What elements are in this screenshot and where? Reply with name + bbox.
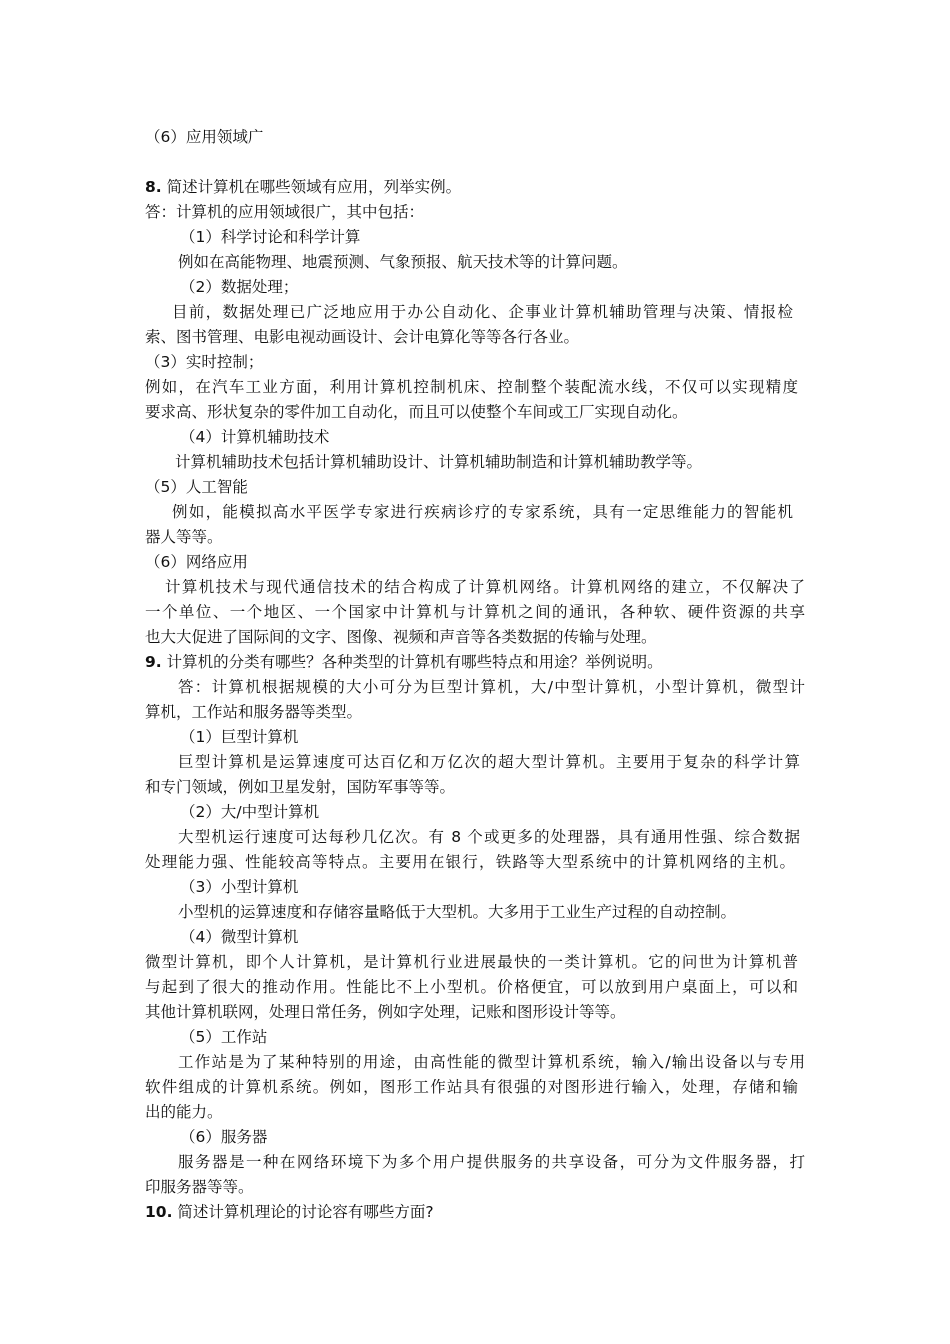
subheading-data-processing: （2）数据处理； (180, 278, 299, 296)
paragraph-line: 软件组成的计算机系统。例如，图形工作站具有很强的对图形进行输入，处理，存储和输 (145, 1078, 798, 1096)
subheading-network: （6）网络应用 (145, 553, 248, 571)
question-number: 10. (145, 1203, 173, 1221)
paragraph-line: 与起到了很大的推动作用。性能比不上小型机。价格便宜，可以放到用户桌面上，可以和 (145, 978, 798, 996)
paragraph-line: 小型机的运算速度和存储容量略低于大型机。大多用于工业生产过程的自动控制。 (178, 903, 737, 921)
paragraph-line: 例如，能模拟高水平医学专家进行疾病诊疗的专家系统，具有一定思维能力的智能机 (172, 503, 793, 521)
item-6-application-areas: （6）应用领域广 (145, 128, 264, 146)
question-number: 9. (145, 653, 162, 671)
paragraph-line: 算机，工作站和服务器等类型。 (145, 703, 363, 721)
paragraph-line: 也大大促进了国际间的文字、图像、视频和声音等各类数据的传输与处理。 (145, 628, 657, 646)
paragraph-line: 印服务器等等。 (145, 1178, 254, 1196)
question-9 (145, 650, 810, 675)
subheading-realtime-control: （3）实时控制； (145, 353, 264, 371)
subheading-workstation: （5）工作站 (180, 1028, 268, 1046)
paragraph-line: 例如在高能物理、地震预测、气象预报、航天技术等的计算问题。 (178, 253, 628, 271)
subheading-computer-aided: （4）计算机辅助技术 (180, 428, 330, 446)
paragraph-line: 和专门领域，例如卫星发射，国防军事等等。 (145, 778, 456, 796)
paragraph-line: 工作站是为了某种特别的用途，由高性能的微型计算机系统，输入/输出设备以与专用 (178, 1053, 805, 1071)
subheading-server: （6）服务器 (180, 1128, 268, 1146)
paragraph-line: 巨型计算机是运算速度可达百亿和万亿次的超大型计算机。主要用于复杂的科学计算 (178, 753, 800, 771)
question-text: 简述计算机在哪些领域有应用，列举实例。 (161, 178, 462, 196)
subheading-supercomputer: （1）巨型计算机 (180, 728, 299, 746)
subheading-mainframe: （2）大/中型计算机 (180, 803, 320, 821)
subheading-microcomputer: （4）微型计算机 (180, 928, 299, 946)
subheading-ai: （5）人工智能 (145, 478, 248, 496)
paragraph-line: 器人等等。 (145, 528, 223, 546)
question-number: 8. (145, 178, 162, 196)
question-text: 计算机的分类有哪些？各种类型的计算机有哪些特点和用途？举例说明。 (161, 653, 663, 671)
paragraph-line: 处理能力强、性能较高等特点。主要用在银行，铁路等大型系统中的计算机网络的主机。 (145, 853, 795, 871)
paragraph-line: 大型机运行速度可达每秒几亿次。有 8 个或更多的处理器，具有通用性强、综合数据 (178, 828, 800, 846)
subheading-minicomputer: （3）小型计算机 (180, 878, 299, 896)
answer-8-intro: 答：计算机的应用领域很广，其中包括： (145, 203, 425, 221)
paragraph-line: 计算机辅助技术包括计算机辅助设计、计算机辅助制造和计算机辅助教学等。 (175, 453, 703, 471)
paragraph-line: 索、图书管理、电影电视动画设计、会计电算化等等各行各业。 (145, 328, 580, 346)
question-8 (145, 175, 810, 200)
paragraph-line: 答：计算机根据规模的大小可分为巨型计算机，大/中型计算机，小型计算机，微型计 (178, 678, 805, 696)
paragraph-line: 目前，数据处理已广泛地应用于办公自动化、企事业计算机辅助管理与决策、情报检 (172, 303, 793, 321)
question-10 (145, 1200, 810, 1225)
paragraph-line: 要求高、形状复杂的零件加工自动化，而且可以使整个车间或工厂实现自动化。 (145, 403, 688, 421)
paragraph-line: 计算机技术与现代通信技术的结合构成了计算机网络。计算机网络的建立，不仅解决了 (165, 578, 805, 596)
paragraph-line: 其他计算机联网，处理日常任务，例如字处理，记账和图形设计等等。 (145, 1003, 626, 1021)
paragraph-line: 例如，在汽车工业方面，利用计算机控制机床、控制整个装配流水线，不仅可以实现精度 (145, 378, 798, 396)
paragraph-line: 出的能力。 (145, 1103, 223, 1121)
question-text: 简述计算机理论的讨论容有哪些方面? (172, 1203, 434, 1221)
paragraph-line: 服务器是一种在网络环境下为多个用户提供服务的共享设备，可分为文件服务器，打 (178, 1153, 805, 1171)
paragraph-line: 微型计算机，即个人计算机，是计算机行业进展最快的一类计算机。它的问世为计算机普 (145, 953, 798, 971)
subheading-scientific-computing: （1）科学讨论和科学计算 (180, 228, 361, 246)
paragraph-line: 一个单位、一个地区、一个国家中计算机与计算机之间的通讯，各种软、硬件资源的共享 (145, 603, 805, 621)
